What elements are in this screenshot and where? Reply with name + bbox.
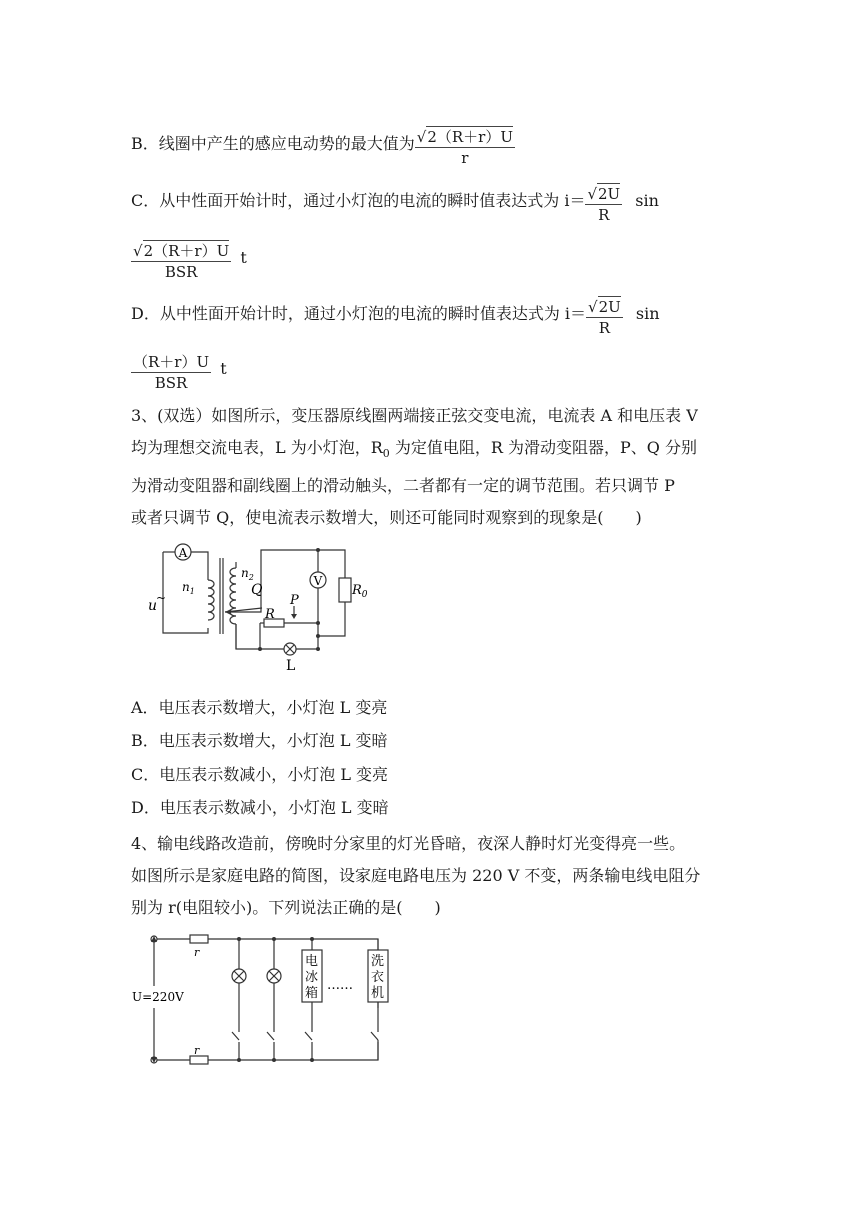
q3-line-2-a: 均为理想交流电表，L 为小灯泡，R (131, 438, 383, 457)
voltmeter-label: V (313, 574, 323, 588)
p-label: P (290, 593, 299, 608)
radicand: 2（R＋r）U (143, 242, 230, 260)
ammeter-label: A (178, 546, 188, 560)
radicand: 2（R＋r）U (427, 128, 513, 146)
fraction (585, 183, 622, 225)
q2-option-b (131, 126, 515, 168)
fridge-label-2: 冰 (305, 970, 319, 985)
r-bottom-label: r (194, 1044, 200, 1057)
q3-line-4: 或者只调节 Q，使电流表示数增大，则还可能同时观察到的现象是( ) (131, 508, 642, 528)
q3-option-d: D．电压表示数减小，小灯泡 L 变暗 (131, 798, 389, 817)
sqrt: √2（R＋r）U (416, 128, 513, 146)
washer-label-2: 衣 (371, 970, 385, 985)
u-label: u (148, 598, 158, 614)
q2-option-d-continued (131, 352, 227, 393)
q4-line-2: 如图所示是家庭电路的简图，设家庭电路电压为 220 V 不变，两条输电线电阻分 (131, 866, 701, 885)
fraction (415, 126, 515, 168)
t-text: t (220, 359, 227, 378)
ac-source-icon: ~ (156, 591, 167, 605)
q3-line-2 (131, 432, 741, 470)
radicand: 2U (598, 185, 621, 203)
q2-option-c-continued (131, 240, 247, 282)
sqrt: √2U (588, 298, 621, 316)
q2-option-c (131, 183, 659, 225)
q3-line-3: 为滑动变阻器和副线圈上的滑动触头，二者都有一定的调节范围。若只调节 P (131, 476, 675, 496)
r-label: R (265, 607, 275, 622)
option-d-text: D．从中性面开始计时，通过小灯泡的电流的瞬时值表达式为 i＝ (131, 304, 587, 323)
denominator: BSR (154, 374, 188, 392)
r-top-label: r (194, 946, 200, 959)
fraction (131, 240, 231, 282)
option-b-text: B．线圈中产生的感应电动势的最大值为 (131, 134, 415, 153)
ellipsis: …… (327, 978, 353, 993)
washer-label-1: 洗 (371, 954, 385, 969)
household-circuit-diagram (132, 928, 400, 1068)
numerator (585, 183, 622, 205)
numerator (586, 296, 623, 318)
lamp-label: L (286, 658, 296, 674)
sin-text: sin (635, 304, 660, 323)
q-label: Q (251, 582, 263, 598)
t-text: t (240, 248, 247, 267)
denominator: R (598, 206, 610, 224)
fraction (131, 352, 211, 393)
q4-line-1: 4、输电线路改造前，傍晚时分家里的灯光昏暗，夜深人静时灯光变得亮一些。 (131, 834, 686, 853)
sin-text: sin (635, 191, 659, 210)
denominator: r (461, 149, 469, 167)
fridge-label-1: 电 (305, 954, 319, 969)
numerator (131, 240, 231, 262)
q3-stem (131, 400, 741, 534)
q3-option-a: A．电压表示数增大，小灯泡 L 变亮 (131, 698, 388, 717)
fridge-label-3: 箱 (305, 986, 319, 1001)
r0-label: $R_0$ (352, 583, 368, 600)
denominator: BSR (164, 263, 198, 281)
radicand: 2U (598, 298, 621, 316)
option-c-text: C．从中性面开始计时，通过小灯泡的电流的瞬时值表达式为 i＝ (131, 191, 586, 210)
numerator (415, 126, 515, 148)
q3-line-1: 3、(双选）如图所示，变压器原线圈两端接正弦交变电流，电流表 A 和电压表 V (131, 406, 698, 425)
q4-line-3: 别为 r(电阻较小)。下列说法正确的是( ) (131, 898, 441, 917)
numerator: （R＋r）U (133, 353, 210, 371)
q3-option-c: C．电压表示数减小，小灯泡 L 变亮 (131, 765, 389, 784)
subscript: 0 (382, 447, 390, 461)
transformer-circuit-diagram (140, 538, 380, 678)
n1-label: $n_1$ (182, 580, 195, 596)
q4-stem (131, 828, 741, 924)
fraction (586, 296, 623, 338)
sqrt: √2U (587, 185, 621, 203)
q2-option-d (131, 296, 660, 338)
q3-line-2-b: 为定值电阻，R 为滑动变阻器，P、Q 分别 (389, 438, 697, 457)
denominator: R (598, 319, 611, 337)
sqrt: √2（R＋r）U (133, 242, 230, 260)
n2-label: $n_2$ (241, 566, 254, 582)
washer-label-3: 机 (371, 986, 385, 1001)
voltage-label: U=220V (132, 990, 184, 1004)
q3-option-b: B．电压表示数增大，小灯泡 L 变暗 (131, 731, 388, 750)
